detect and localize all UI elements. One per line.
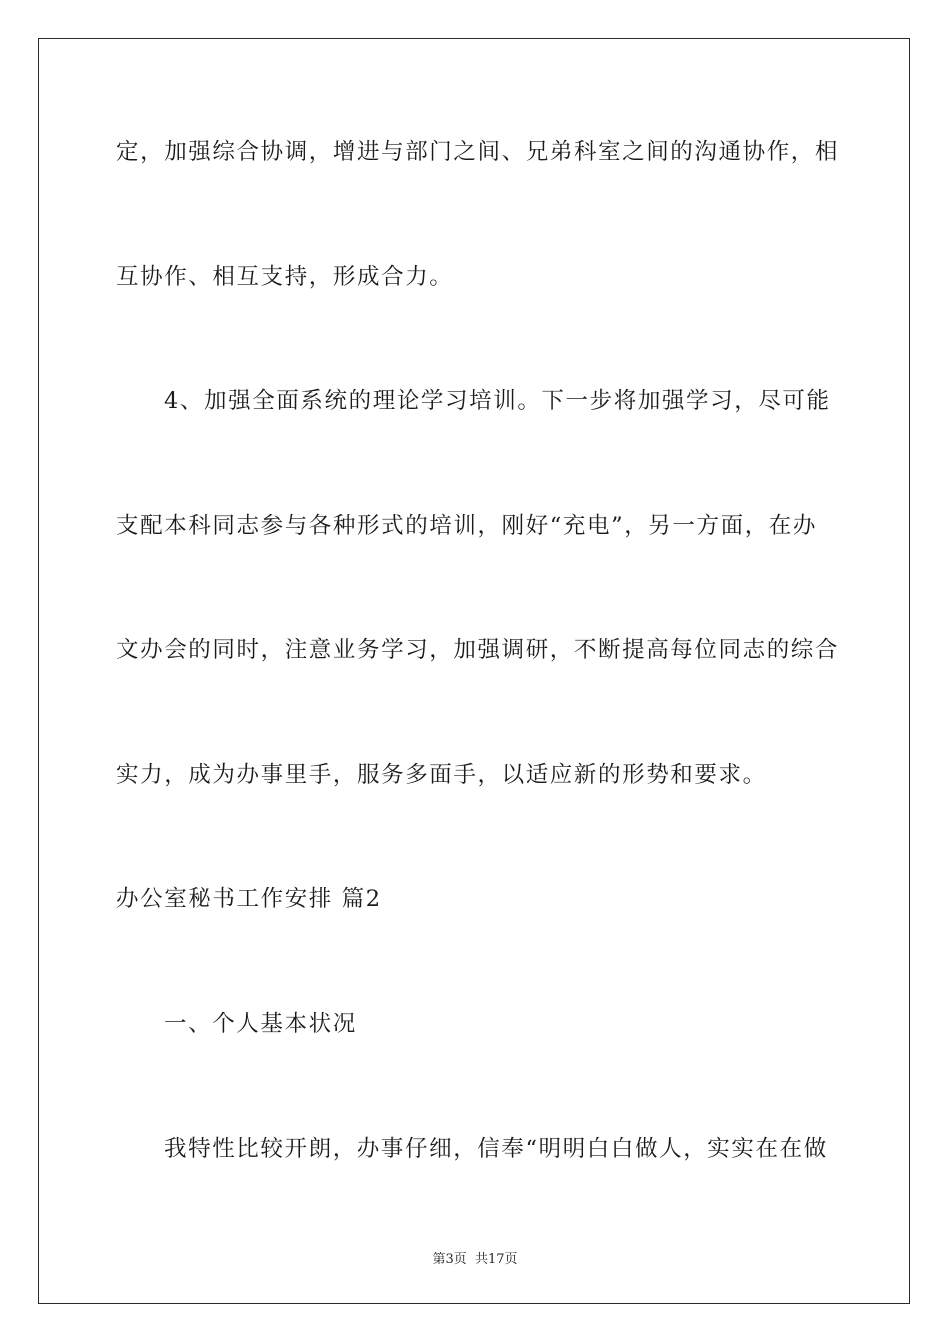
page-number-footer: 第3页 共17页 xyxy=(432,1252,518,1267)
body-text-line: 实力，成为办事里手，服务多面手，以适应新的形势和要求。 xyxy=(116,762,767,788)
paragraph-start-line: 4、加强全面系统的理论学习培训。下一步将加强学习，尽可能 xyxy=(164,388,831,414)
paragraph-start-line: 我特性比较开朗，办事仔细，信奉“明明白白做人，实实在在做 xyxy=(164,1136,828,1162)
section-heading: 办公室秘书工作安排 篇2 xyxy=(116,886,382,912)
body-text-line: 支配本科同志参与各种形式的培训，刚好“充电”，另一方面，在办 xyxy=(116,513,818,539)
body-text-line: 互协作、相互支持，形成合力。 xyxy=(116,264,454,290)
page-border xyxy=(38,38,910,1304)
subsection-heading: 一、个人基本状况 xyxy=(164,1011,357,1037)
body-text-line: 文办会的同时，注意业务学习，加强调研，不断提高每位同志的综合 xyxy=(116,637,840,663)
body-text-line: 定，加强综合协调，增进与部门之间、兄弟科室之间的沟通协作，相 xyxy=(116,139,840,165)
